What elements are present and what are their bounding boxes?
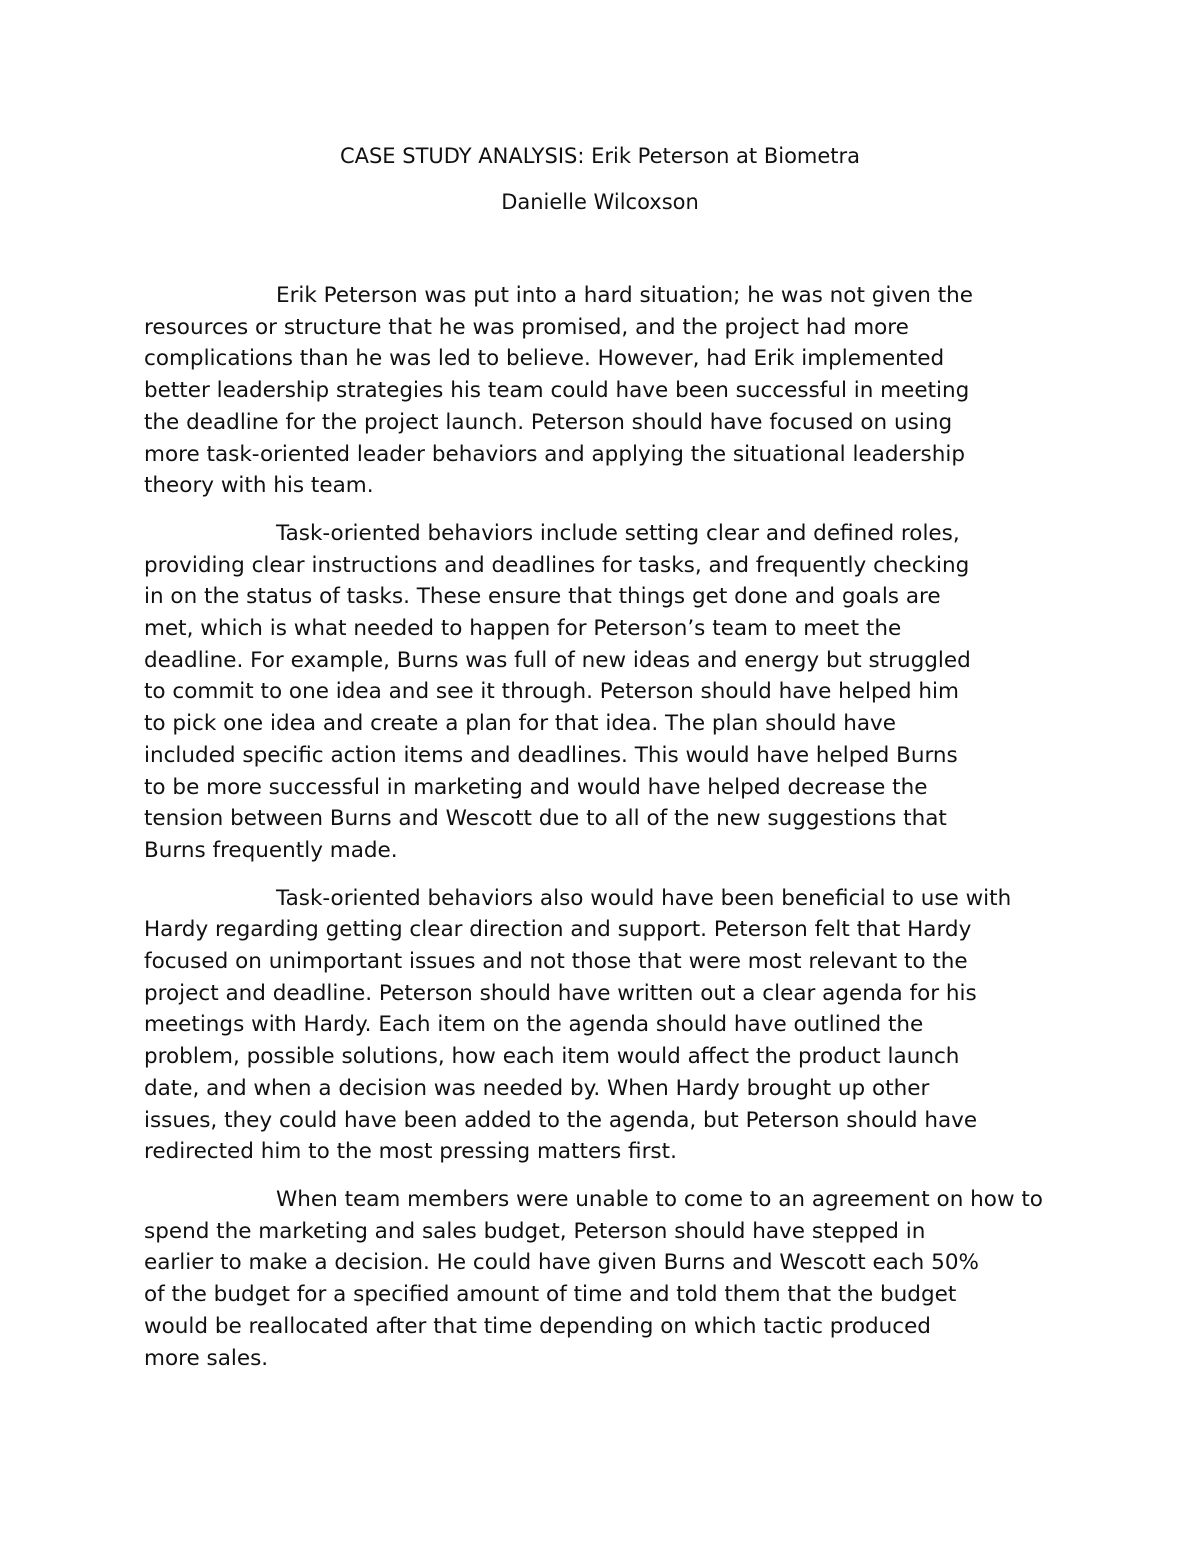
text-line: When team members were unable to come to an agreement on how to	[276, 1186, 1043, 1212]
text-line: better leadership strategies his team could have been successful in meeting	[144, 378, 970, 404]
text-line: Hardy regarding getting clear direction and support. Peterson felt that Hardy	[144, 917, 972, 943]
text-line: issues, they could have been added to the agenda, but Peterson should have	[144, 1107, 978, 1133]
text-line: Task-oriented behaviors include setting clear and defined roles,	[276, 520, 960, 546]
paragraph-1	[144, 280, 1064, 502]
document-author: Danielle Wilcoxson	[501, 190, 699, 214]
text-line: to be more successful in marketing and would have helped decrease the	[144, 774, 928, 800]
text-line: Erik Peterson was put into a hard situation; he was not given the	[276, 283, 974, 308]
paragraph-2	[144, 518, 1064, 867]
text-line: problem, possible solutions, how each item would affect the product launch	[144, 1044, 960, 1070]
text-line: earlier to make a decision. He could have given Burns and Wescott each 50%	[144, 1250, 979, 1276]
paragraph-3	[144, 883, 1064, 1168]
text-line: the deadline for the project launch. Peterson should have focused on using	[144, 409, 953, 435]
text-line: to pick one idea and create a plan for that idea. The plan should have	[144, 711, 896, 737]
text-line: resources or structure that he was promised, and the project had more	[144, 314, 909, 340]
text-line: more sales.	[144, 1345, 269, 1371]
text-line: in on the status of tasks. These ensure that things get done and goals are	[144, 584, 941, 610]
text-line: included specific action items and deadlines. This would have helped Burns	[144, 742, 958, 768]
text-line: more task-oriented leader behaviors and applying the situational leadership	[144, 441, 965, 467]
text-line: providing clear instructions and deadlines for tasks, and frequently checking	[144, 552, 970, 578]
text-line: theory with his team.	[144, 473, 374, 499]
text-line: would be reallocated after that time depending on which tactic produced	[144, 1313, 931, 1339]
text-line: redirected him to the most pressing matters first.	[144, 1139, 677, 1165]
text-line: deadline. For example, Burns was full of new ideas and energy but struggled	[144, 647, 971, 673]
document-title: CASE STUDY ANALYSIS: Erik Peterson at Biometra	[339, 144, 861, 168]
text-line: project and deadline. Peterson should have written out a clear agenda for his	[144, 980, 977, 1006]
text-line: met, which is what needed to happen for Peterson’s team to meet the	[144, 616, 902, 642]
text-line: complications than he was led to believe. However, had Erik implemented	[144, 346, 945, 372]
text-line: to commit to one idea and see it through. Peterson should have helped him	[144, 679, 959, 705]
document-body	[144, 280, 1064, 1390]
text-line: Task-oriented behaviors also would have been beneficial to use with	[276, 885, 1012, 911]
paragraph-4	[144, 1184, 1064, 1374]
text-line: tension between Burns and Wescott due to all of the new suggestions that	[144, 806, 947, 832]
text-line: meetings with Hardy. Each item on the agenda should have outlined the	[144, 1012, 924, 1038]
text-line: Burns frequently made.	[144, 837, 398, 863]
text-line: focused on unimportant issues and not those that were most relevant to the	[144, 949, 968, 975]
text-line: date, and when a decision was needed by. When Hardy brought up other	[144, 1075, 930, 1101]
text-line: spend the marketing and sales budget, Peterson should have stepped in	[144, 1218, 926, 1244]
text-line: of the budget for a specified amount of time and told them that the budget	[144, 1282, 957, 1308]
